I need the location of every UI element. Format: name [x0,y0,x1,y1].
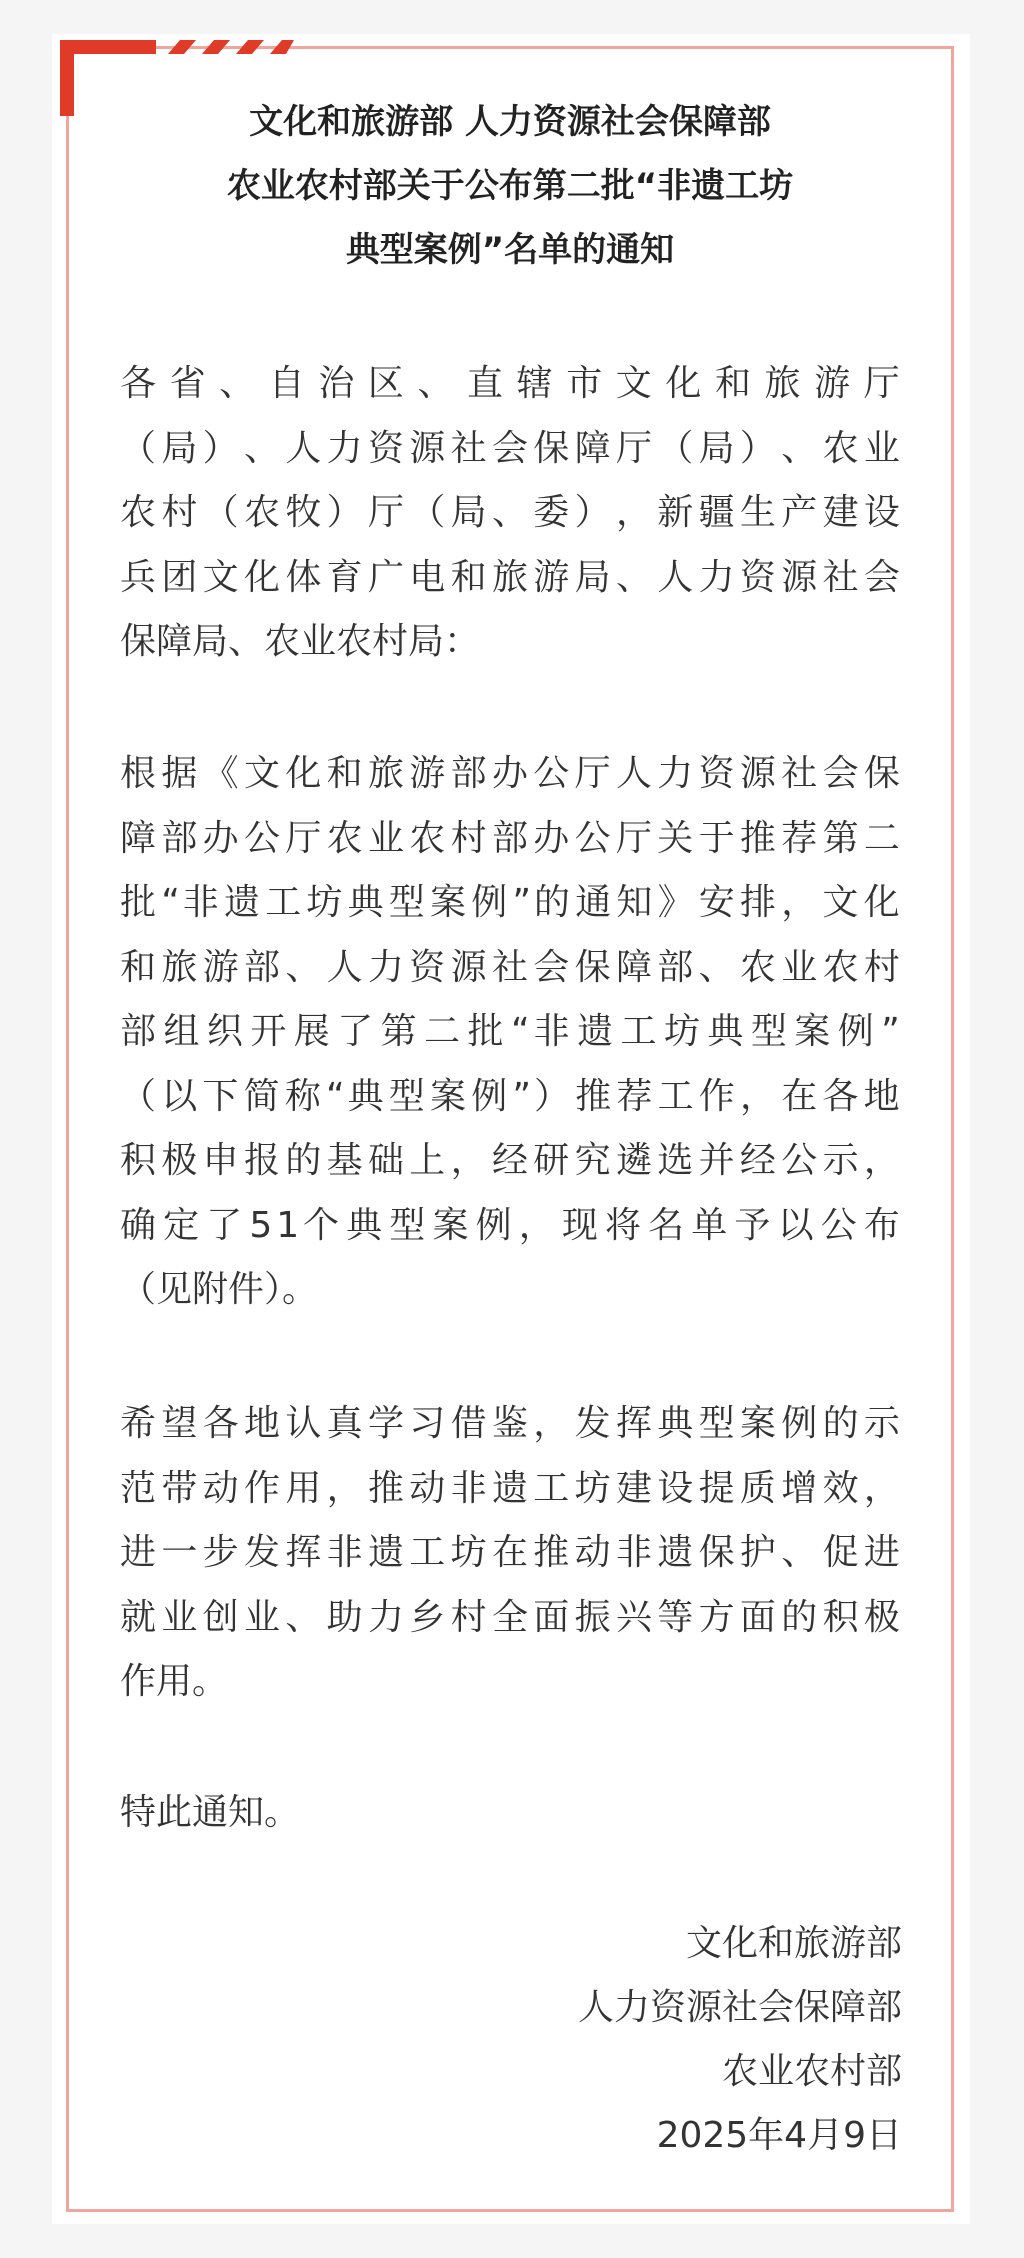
paragraph-line: 农 村 （ 农 牧 ） 厅 （ 局 、 委 ） ， 新 疆 生 产 建 设 [120,492,900,533]
stripe-3 [236,40,264,54]
signature-ministry-hr-social-security: 人力资源社会保障部 [577,1987,902,2028]
body-paragraph-1 [120,742,900,1323]
corner-accent-left [60,40,74,116]
closing-text: 特此通知。 [120,1792,301,1833]
signature-ministry-culture-tourism: 文化和旅游部 [685,1923,902,1964]
addressee-paragraph [120,352,900,675]
paragraph-line: 就 业 创 业 、 助 力 乡 村 全 面 振 兴 等 方 面 的 积 极 [120,1596,900,1638]
notice-title [110,90,910,282]
paragraph-line: 积 极 申 报 的 基 础 上 ， 经 研 究 遴 选 并 经 公 示 ， [120,1140,900,1181]
closing-paragraph [120,1781,900,1846]
paragraph-line: 进 一 步 发 挥 非 遗 工 坊 在 推 动 非 遗 保 护 、 促 进 [120,1532,900,1573]
paragraph-line: 兵 团 文 化 体 育 广 电 和 旅 游 局 、 人 力 资 源 社 会 [120,556,900,598]
paragraph-line: 各 省 、 自 治 区 、 直 辖 市 文 化 和 旅 游 厅 [120,363,900,404]
paragraph-line: 保障局、农业农村局： [120,621,481,662]
stripe-1 [168,40,196,54]
corner-stripes-decoration [162,40,294,54]
signature-ministry-agriculture: 农业农村部 [721,2051,902,2092]
title-line: 农业农村部关于公布第二批“非遗工坊 [226,166,794,206]
stripe-4 [270,40,294,54]
title-line: 文化和旅游部 人力资源社会保障部 [249,102,771,142]
paragraph-line: （ 局 ） 、 人 力 资 源 社 会 保 障 厅 （ 局 ） 、 农 业 [120,427,900,469]
paragraph-line: 确 定 了 5 1 个 典 型 案 例 ， 现 将 名 单 予 以 公 布 [120,1204,900,1246]
signature-date: 2025年4月9日 [656,2115,902,2156]
paragraph-line: 障 部 办 公 厅 农 业 农 村 部 办 公 厅 关 于 推 荐 第 二 [120,817,900,859]
paragraph-line: 范 带 动 作 用 ， 推 动 非 遗 工 坊 建 设 提 质 增 效 ， [120,1467,900,1509]
paragraph-line: 根 据 《 文 化 和 旅 游 部 办 公 厅 人 力 资 源 社 会 保 [120,753,900,794]
corner-accent-top [60,40,156,54]
paragraph-line: （ 以 下 简 称 “ 典 型 案 例 ” ） 推 荐 工 作 ， 在 各 地 [120,1075,900,1117]
body-paragraph-2 [120,1392,900,1715]
paragraph-line: （见附件）。 [120,1269,319,1310]
paragraph-line: 希 望 各 地 认 真 学 习 借 鉴 ， 发 挥 典 型 案 例 的 示 [120,1403,900,1444]
signature-block [202,1912,902,2168]
paragraph-line: 作用。 [120,1661,229,1702]
title-line: 典型案例”名单的通知 [345,230,675,270]
stripe-2 [202,40,230,54]
paragraph-line: 部 组 织 开 展 了 第 二 批 “ 非 遗 工 坊 典 型 案 例 ” [120,1011,900,1052]
paragraph-line: 和 旅 游 部 、 人 力 资 源 社 会 保 障 部 、 农 业 农 村 [120,946,900,988]
paragraph-line: 批 “ 非 遗 工 坊 典 型 案 例 ” 的 通 知 》 安 排 ， 文 化 [120,882,900,923]
